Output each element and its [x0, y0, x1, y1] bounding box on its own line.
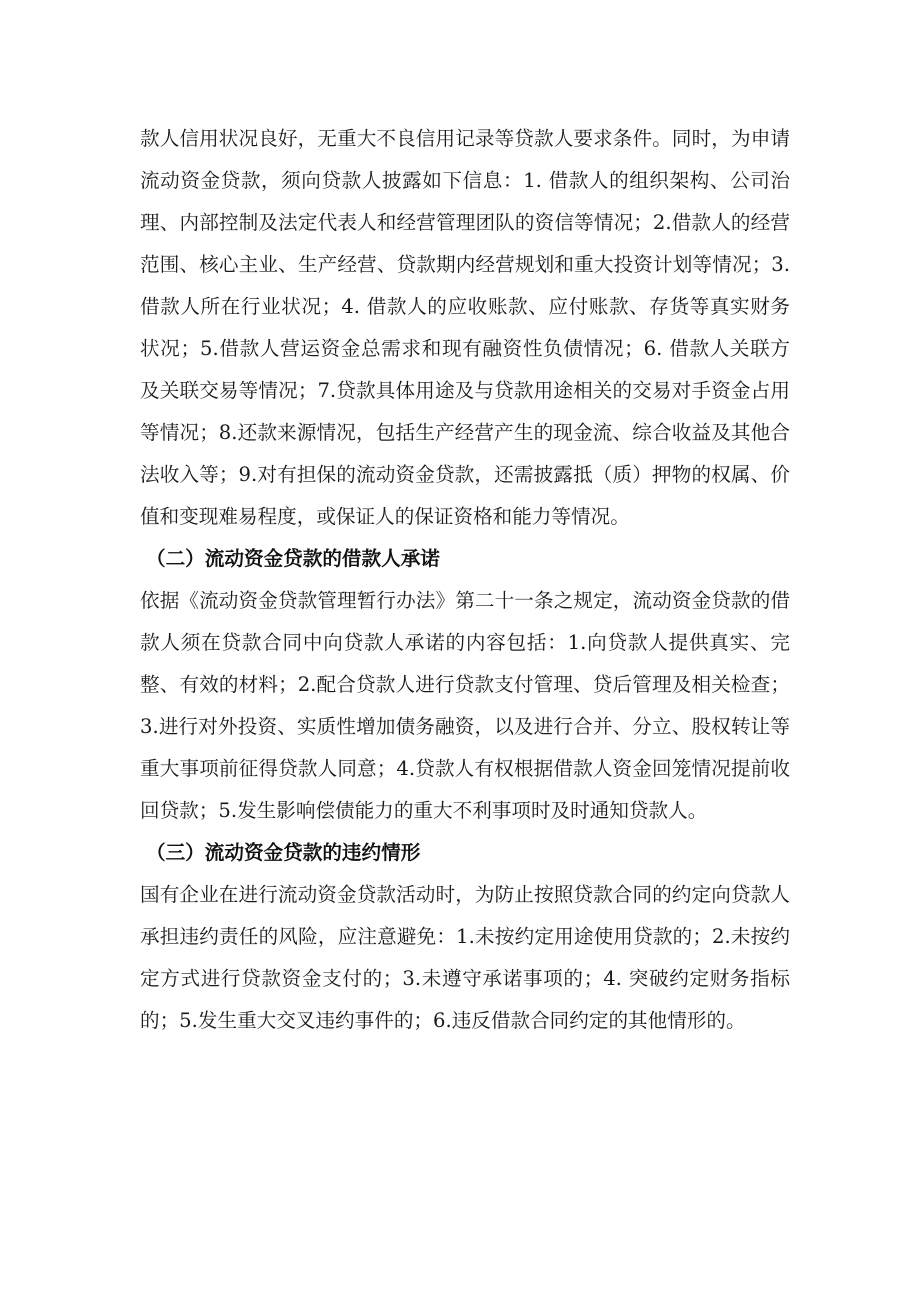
paragraph-borrower-commitment: 依据《流动资金贷款管理暂行办法》第二十一条之规定，流动资金贷款的借款人须在贷款合同中向贷款人承诺的内容包括：1.向贷款人提供真实、完整、有效的材料；2.配合贷款人进行贷款支付管理、贷后管理及相关检查；3.进行对外投资、实质性增加债务融资，以及进行合并、分立、股权转让等重大事项前征得贷款人同意；4.贷款人有权根据借款人资金回笼情况提前收回贷款；5.发生影响偿债能力的重大不利事项时及时通知贷款人。	[140, 589, 790, 822]
paragraph-default-circumstances: 国有企业在进行流动资金贷款活动时，为防止按照贷款合同的约定向贷款人承担违约责任的风险，应注意避免：1.未按约定用途使用贷款的；2.未按约定方式进行贷款资金支付的；3.未遵守承诺事项的；4. 突破约定财务指标的；5.发生重大交叉违约事件的；6.违反借款合同约定的其他情形的。	[140, 883, 790, 1032]
section-heading-borrower-commitment: （二）流动资金贷款的借款人承诺	[146, 547, 440, 570]
document-body	[140, 118, 790, 1042]
paragraph-borrower-disclosure: 款人信用状况良好，无重大不良信用记录等贷款人要求条件。同时，为申请流动资金贷款，须向贷款人披露如下信息：1. 借款人的组织架构、公司治理、内部控制及法定代表人和经营管理团队的资信等情况；2.借款人的经营范围、核心主业、生产经营、贷款期内经营规划和重大投资计划等情况；3. 借款人所在行业状况；4. 借款人的应收账款、应付账款、存货等真实财务状况；5.借款人营运资金总需求和现有融资性负债情况；6. 借款人关联方及关联交易等情况；7.贷款具体用途及与贷款用途相关的交易对手资金占用等情况；8.还款来源情况，包括生产经营产生的现金流、综合收益及其他合法收入等；9.对有担保的流动资金贷款，还需披露抵（质）押物的权属、价值和变现难易程度，或保证人的保证资格和能力等情况。	[140, 127, 790, 528]
section-heading-default-circumstances: （三）流动资金贷款的违约情形	[146, 841, 421, 864]
